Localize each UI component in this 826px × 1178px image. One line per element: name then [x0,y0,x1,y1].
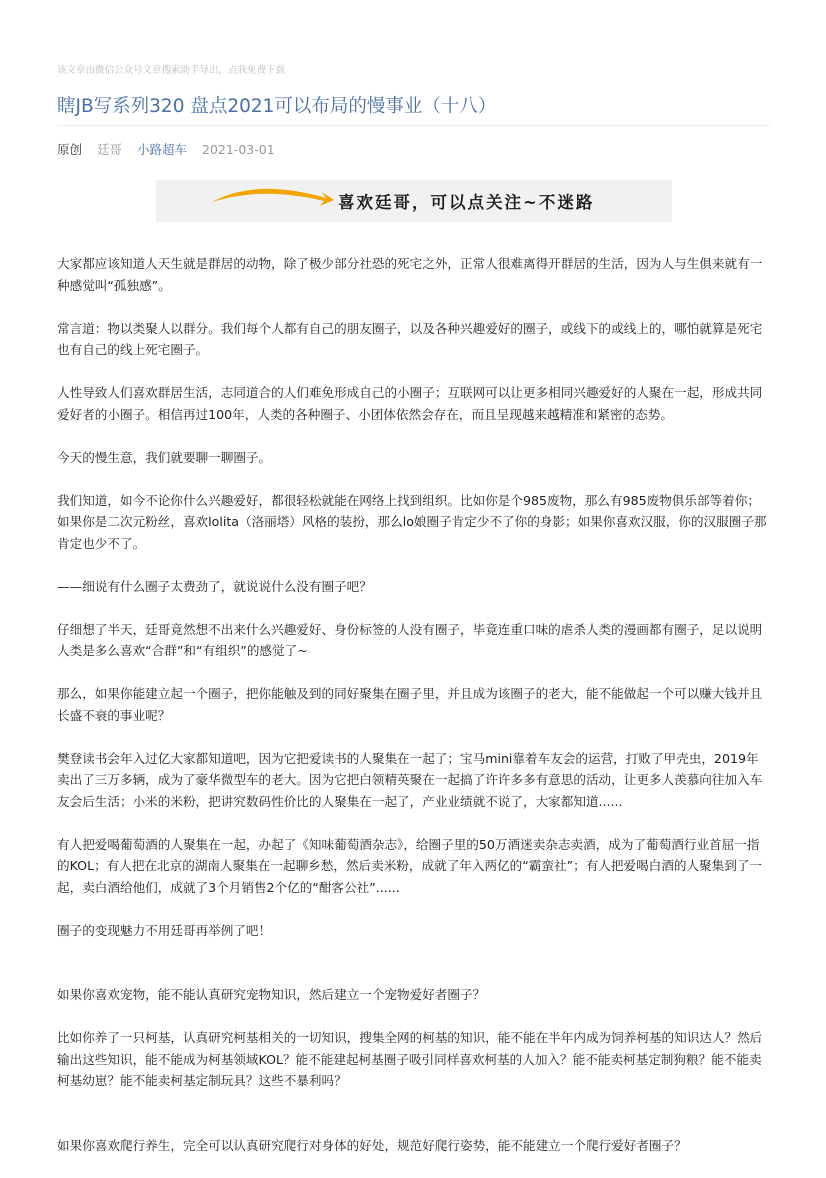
author-name: 廷哥 [97,142,123,157]
article-meta [57,140,286,158]
paragraph: 那么，如果你能建立起一个圈子，把你能触及到的同好聚集在圈子里，并且成为该圈子的老大，能不能做起一个可以赚大钱并且长盛不衰的事业呢？ [57,686,763,723]
publish-date: 2021-03-01 [202,142,275,157]
paragraph: 人性导致人们喜欢群居生活，志同道合的人们难免形成自己的小圈子；互联网可以让更多相同兴趣爱好的人聚在一起，形成共同爱好者的小圈子。相信再过100年，人类的各种圈子、小团体依然会存在，而且呈现越来越精准和紧密的态势。 [57,385,763,422]
paragraph: 有人把爱喝葡萄酒的人聚集在一起，办起了《知味葡萄酒杂志》，给圈子里的50万酒迷卖杂志卖酒，成为了葡萄酒行业首屈一指的KOL；有人把在北京的湖南人聚集在一起聊乡愁，然后卖米粉，成就了年入两亿的“霸蛮社”；有人把爱喝白酒的人聚集到了一起，卖白酒给他们，成就了3个月销售2个亿的“酣客公社”...... [57,836,763,895]
paragraph: 樊登读书会年入过亿大家都知道吧，因为它把爱读书的人聚集在一起了；宝马mini靠着车友会的运营，打败了甲壳虫，2019年卖出了三万多辆，成为了豪华微型车的老大。因为它把白领精英聚在一起搞了许许多多有意思的活动，让更多人羡慕向往加入车友会后生活；小米的米粉，把讲究数码性价比的人聚集在一起了，产业业绩就不说了，大家都知道...... [57,750,763,809]
paragraph: 圈子的变现魅力不用廷哥再举例了吧！ [57,922,272,938]
paragraph: 仔细想了半天，廷哥竟然想不出来什么兴趣爱好、身份标签的人没有圈子，毕竟连重口味的虐杀人类的漫画都有圈子，足以说明人类是多么喜欢“合群”和“有组织”的感觉了~ [57,621,763,658]
account-link[interactable]: 小路超车 [137,142,188,157]
export-notice-link[interactable]: 该文章由微信公众号文章搜索助手导出，点我免费下载 [57,65,286,76]
follow-banner-text: 喜欢廷哥，可以点关注~不迷路 [338,193,595,212]
paragraph: 今天的慢生意，我们就要聊一聊圈子。 [57,449,272,465]
paragraph: 我们知道，如今不论你什么兴趣爱好，都很轻松就能在网络上找到组织。比如你是个985废物，那么有985废物俱乐部等着你；如果你是二次元粉丝，喜欢lolita（洛丽塔）风格的装扮，那么lo娘圈子肯定少不了你的身影；如果你喜欢汉服，你的汉服圈子那肯定也少不了。 [57,492,767,551]
paragraph: ——细说有什么圈子太费劲了，就说说什么没有圈子吧？ [57,578,372,594]
article-title: 瞎JB写系列320 盘点2021可以布局的慢事业（十八） [57,96,497,117]
paragraph: 大家都应该知道人天生就是群居的动物，除了极少部分社恐的死宅之外，正常人很难离得开群居的生活，因为人与生俱来就有一种感觉叫“孤独感”。 [57,256,763,293]
paragraph: 比如你养了一只柯基，认真研究柯基相关的一切知识，搜集全网的柯基的知识，能不能在半年内成为饲养柯基的知识达人？然后输出这些知识，能不能成为柯基领域KOL？能不能建起柯基圈子吸引同样喜欢柯基的人加入？能不能卖柯基定制狗粮？能不能卖柯基幼崽？能不能卖柯基定制玩具？这些不暴利吗？ [57,1030,763,1088]
article-body [57,253,770,1178]
original-badge: 原创 [57,142,83,157]
follow-banner [156,180,672,222]
paragraph: 常言道：物以类聚人以群分。我们每个人都有自己的朋友圈子，以及各种兴趣爱好的圈子，或线下的或线上的，哪怕就算是死宅也有自己的线上死宅圈子。 [57,320,763,357]
swoosh-arrow-icon [206,180,336,222]
paragraph: 如果你喜欢宠物，能不能认真研究宠物知识，然后建立一个宠物爱好者圈子？ [57,987,486,1002]
paragraph: 如果你喜欢爬行养生，完全可以认真研究爬行对身体的好处，规范好爬行姿势，能不能建立一个爬行爱好者圈子？ [57,1137,687,1153]
title-divider [57,125,770,126]
